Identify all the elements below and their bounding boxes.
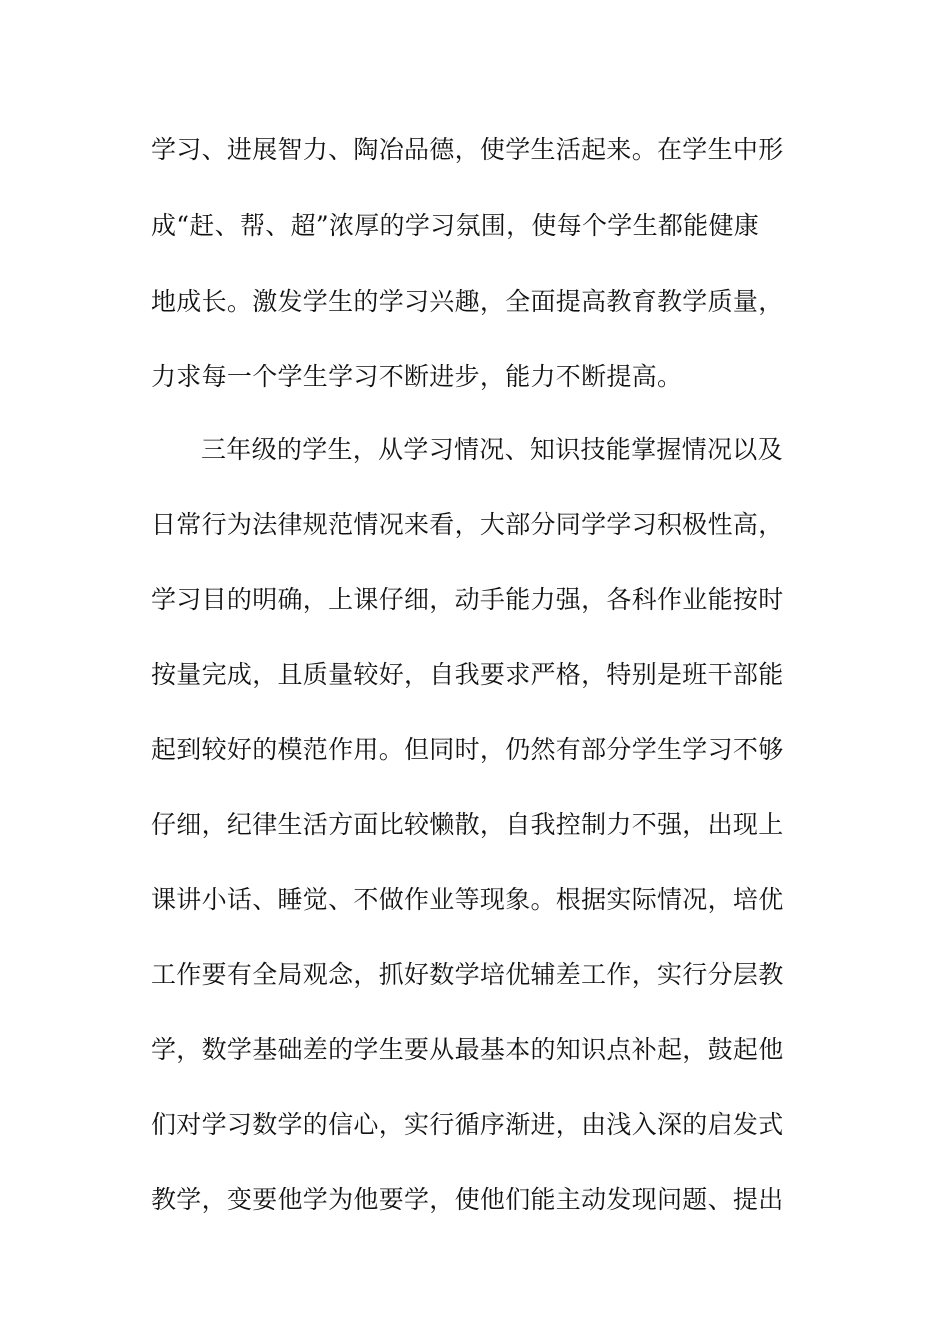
text-line: 们对学习数学的信心，实行循序渐进，由浅入深的启发式 bbox=[151, 1110, 784, 1139]
text-line: 力求每一个学生学习不断进步，能力不断提高。 bbox=[151, 362, 683, 391]
text-line: 三年级的学生，从学习情况、知识技能掌握情况以及 bbox=[201, 435, 783, 464]
text-line: 工作要有全局观念，抓好数学培优辅差工作，实行分层教 bbox=[151, 960, 784, 989]
text-line: 学习、进展智力、陶冶品德，使学生活起来。在学生中形 bbox=[151, 135, 784, 164]
text-line: 课讲小话、睡觉、不做作业等现象。根据实际情况，培优 bbox=[151, 885, 784, 914]
text-line: 按量完成，且质量较好，自我要求严格，特别是班干部能 bbox=[151, 660, 784, 689]
text-line: 地成长。激发学生的学习兴趣，全面提高教育教学质量， bbox=[151, 287, 784, 316]
text-line: 学习目的明确，上课仔细，动手能力强，各科作业能按时 bbox=[151, 585, 784, 614]
text-line: 学，数学基础差的学生要从最基本的知识点补起，鼓起他 bbox=[151, 1035, 784, 1064]
text-line: 日常行为法律规范情况来看，大部分同学学习积极性高， bbox=[151, 510, 784, 539]
text-line: 教学，变要他学为他要学，使他们能主动发现问题、提出 bbox=[151, 1185, 784, 1214]
text-line: 仔细，纪律生活方面比较懒散，自我控制力不强，出现上 bbox=[151, 810, 784, 839]
text-line: 起到较好的模范作用。但同时，仍然有部分学生学习不够 bbox=[151, 735, 784, 764]
text-line: 成“赶、帮、超”浓厚的学习氛围，使每个学生都能健康 bbox=[151, 211, 760, 240]
